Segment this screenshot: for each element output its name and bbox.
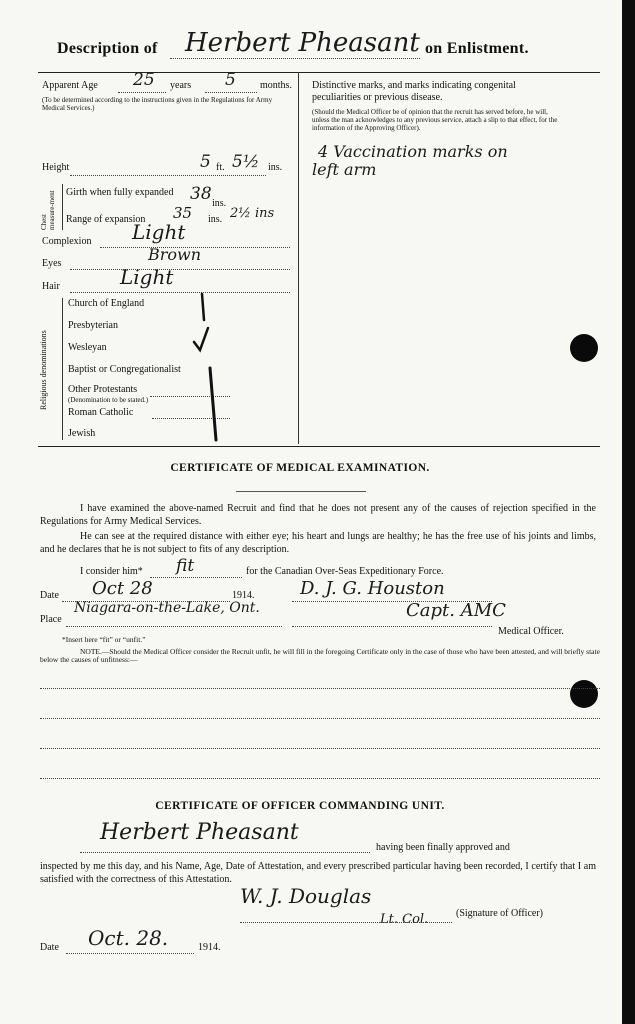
place-line: [66, 626, 282, 627]
age-years-value: 25: [133, 70, 155, 90]
insert-note: *Insert here “fit” or “unfit.”: [62, 635, 146, 644]
commanding-name-line: [80, 852, 370, 853]
consider-prefix: I consider him*: [80, 566, 143, 577]
commanding-date-value: Oct. 28.: [88, 926, 169, 950]
commanding-officer-rank: Lt. Col.: [380, 912, 429, 927]
girth-unit: ins.: [212, 198, 227, 209]
medical-heading-rule: [236, 491, 366, 492]
age-years-line: [118, 92, 166, 93]
religion-roman-catholic: Roman Catholic: [68, 407, 134, 418]
unfitness-line-2: [40, 718, 600, 719]
eyes-line: [70, 269, 290, 270]
box-bottom-border: [38, 446, 600, 447]
girth-label: Girth when fully expanded: [66, 187, 174, 198]
scan-edge: [622, 0, 635, 1024]
punch-hole-upper: [570, 334, 598, 362]
religion-wesleyan: Wesleyan: [68, 342, 107, 353]
medical-year: 1914.: [232, 590, 255, 601]
height-ins-label: ins.: [268, 162, 283, 173]
title-underline: [170, 58, 420, 59]
eyes-value: Brown: [148, 245, 202, 264]
recruit-name: Herbert Pheasant: [185, 28, 420, 58]
years-label: years: [170, 80, 192, 91]
religion-presbyterian: Presbyterian: [68, 320, 118, 331]
denomination-note: (Denomination to be stated.): [68, 396, 149, 404]
complexion-label: Complexion: [42, 236, 92, 247]
commanding-text-1: having been finally approved and: [376, 842, 510, 853]
fitness-line: [150, 577, 242, 578]
hair-value: Light: [120, 265, 174, 289]
religion-bracket: [62, 298, 63, 440]
commanding-text-2: inspected by me this day, and his Name, Age, Date of Attestation, and every prescribed particular having been recorded, I certify that I am satisfied with the correctness of this Attestation.: [40, 861, 596, 885]
commanding-date-line: [66, 953, 194, 954]
commanding-officer-signature: W. J. Douglas: [240, 884, 372, 908]
height-ft-label: ft.: [216, 162, 225, 173]
commanding-cert-heading: CERTIFICATE OF OFFICER COMMANDING UNIT.: [155, 800, 445, 812]
chest-measurement-label: Chest measure-ment: [40, 190, 56, 230]
expansion-unit: ins.: [208, 214, 223, 225]
religion-church-of-england: Church of England: [68, 298, 145, 309]
eyes-label: Eyes: [42, 258, 62, 269]
religion-jewish: Jewish: [68, 428, 96, 439]
distinctive-marks-heading: Distinctive marks, and marks indicating congenital peculiarities or previous disease.: [312, 80, 516, 103]
unfitness-line-4: [40, 778, 600, 779]
expansion-extra: 2½ ins: [230, 206, 275, 221]
medical-officer-signature: D. J. G. Houston: [300, 578, 445, 599]
signature-of-officer-label: (Signature of Officer): [456, 908, 544, 919]
age-months-value: 5: [225, 70, 236, 90]
expansion-label: Range of expansion: [66, 214, 146, 225]
unfit-note: NOTE.—Should the Medical Officer consider the Recruit unfit, he will fill in the foregoing Certificate only in the case of those who have been attested, and will briefly state below the causes of unfitness:—: [40, 647, 600, 664]
apparent-age-label: Apparent Age: [42, 80, 98, 91]
medical-rank-line: [292, 626, 492, 627]
height-ft-value: 5: [200, 152, 211, 172]
medical-date-label: Date: [40, 590, 59, 601]
religious-denominations-label: Religious denominations: [39, 330, 48, 410]
title-right: on Enlistment.: [425, 40, 529, 57]
expansion-value: 35: [173, 204, 193, 222]
religion-other-protestants: Other Protestants: [68, 384, 138, 395]
medical-cert-heading: CERTIFICATE OF MEDICAL EXAMINATION.: [170, 462, 430, 474]
chest-bracket: [62, 184, 63, 230]
consider-suffix: for the Canadian Over-Seas Expeditionary Force.: [246, 566, 444, 577]
months-label: months.: [260, 80, 292, 91]
complexion-value: Light: [132, 220, 186, 244]
fitness-value: fit: [176, 556, 195, 576]
height-ins-value: 5½: [232, 152, 260, 172]
commanding-year: 1914.: [198, 942, 221, 953]
unfitness-line-3: [40, 748, 600, 749]
girth-value: 38: [190, 184, 212, 204]
hair-label: Hair: [42, 281, 60, 292]
religion-baptist: Baptist or Congregationalist: [68, 364, 181, 375]
place-value: Niagara-on-the-Lake, Ont.: [74, 600, 260, 616]
previous-service-note: (Should the Medical Officer be of opinion that the recruit has served before, he will, unless the man acknowledges to any previous service, attach a slip to that effect, for the information of the Approving Officer).: [312, 108, 558, 132]
distinctive-marks-line1: 4 Vaccination marks on: [318, 142, 508, 161]
commanding-recruit-name: Herbert Pheasant: [100, 820, 299, 845]
commanding-date-label: Date: [40, 942, 59, 953]
commanding-signature-line: [240, 922, 452, 923]
punch-hole-lower: [570, 680, 598, 708]
height-label: Height: [42, 162, 70, 173]
height-line: [70, 175, 266, 176]
religion-tick-marks: [150, 290, 240, 445]
distinctive-marks-line2: left arm: [312, 160, 377, 179]
medical-date-value: Oct 28: [92, 578, 153, 599]
title-left: Description of: [57, 40, 158, 57]
place-label: Place: [40, 614, 62, 625]
age-instruction-note: (To be determined according to the instructions given in the Regulations for Army Medical Services.): [42, 96, 273, 112]
column-divider: [298, 72, 299, 444]
medical-officer-rank: Capt. AMC: [406, 600, 506, 621]
medical-officer-label: Medical Officer.: [498, 626, 564, 637]
unfitness-line-1: [40, 688, 600, 689]
medical-para-2: He can see at the required distance with either eye; his heart and lungs are healthy; he has the free use of his joints and limbs, and he declares that he is not subject to fits of any description.: [40, 531, 596, 555]
age-months-line: [205, 92, 257, 93]
box-top-border: [38, 72, 600, 73]
medical-para-1: I have examined the above-named Recruit and find that he does not present any of the causes of rejection specified in the Regulations for Army Medical Services.: [40, 503, 596, 527]
